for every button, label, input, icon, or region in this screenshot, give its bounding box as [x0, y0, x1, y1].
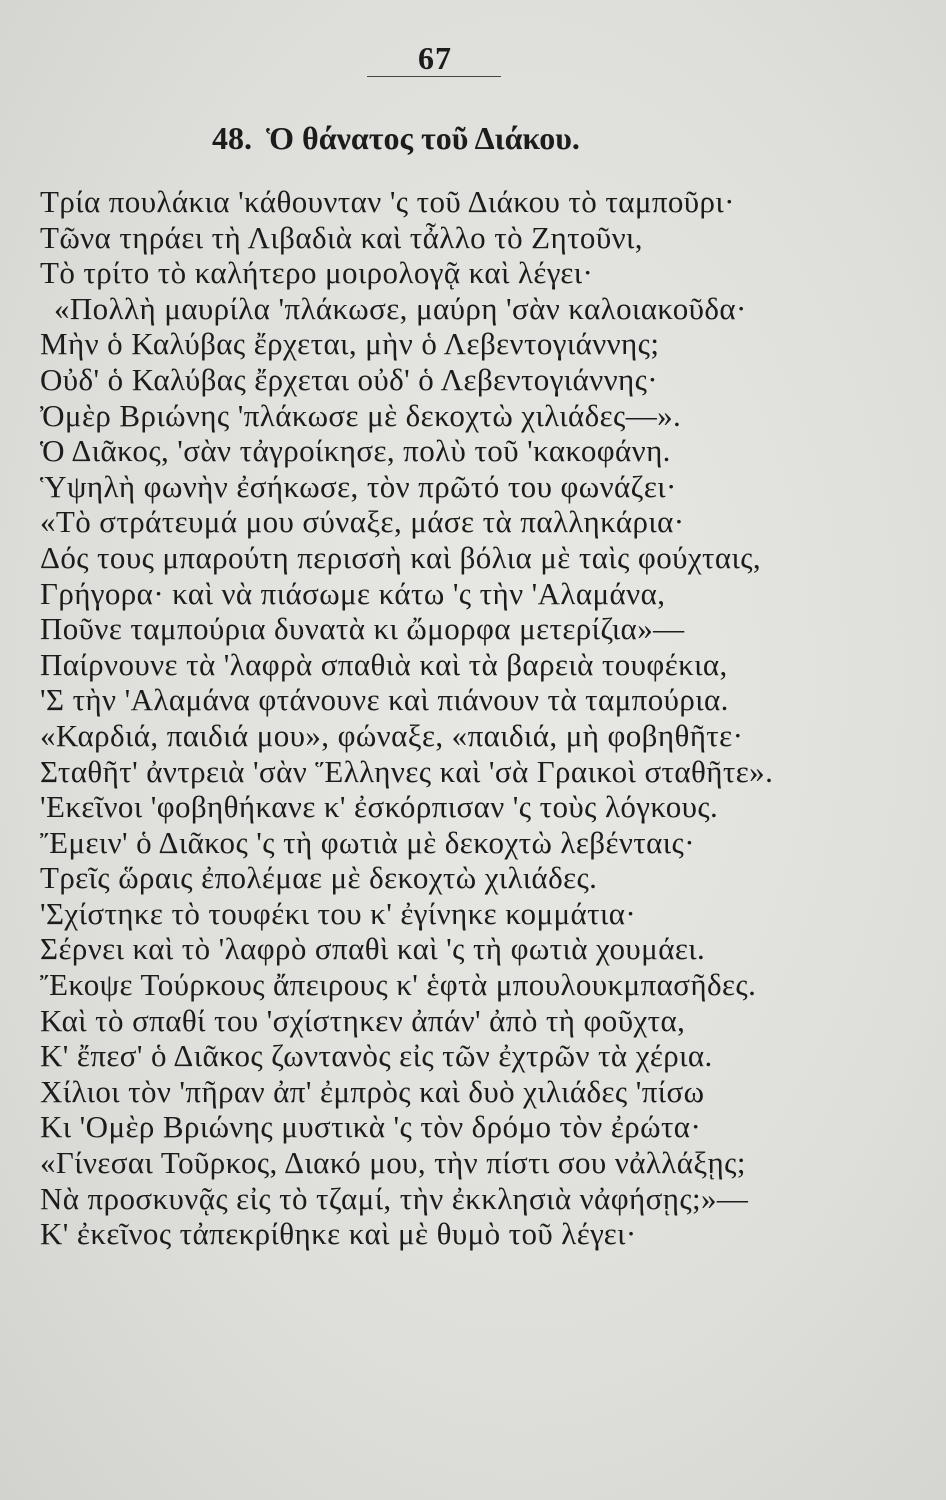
verse-line: Ὀμὲρ Βριώνης 'πλάκωσε μὲ δεκοχτὼ χιλιάδες—». — [40, 397, 682, 433]
page-number: 67 — [418, 40, 452, 76]
verse-line: Οὐδ' ὁ Καλύβας ἔρχεται οὐδ' ὁ Λεβεντογιάννης· — [40, 361, 659, 397]
poem-title: Ὁ θάνατος τοῦ Διάκου. — [266, 120, 580, 156]
verse-line: «Καρδιά, παιδιά μου», φώναξε, «παιδιά, μὴ φοβηθῆτε· — [40, 717, 744, 753]
verse-line: Καὶ τὸ σπαθί του 'σχίστηκεν ἀπάν' ἀπὸ τὴ φοῦχτα, — [40, 1002, 686, 1038]
verse-line: Τῶνα τηράει τὴ Λιβαδιὰ καὶ τἆλλο τὸ Ζητοῦνι, — [40, 219, 643, 255]
header-rule — [367, 76, 501, 77]
verse-line: 'Εκεῖνοι 'φοβηθήκανε κ' ἐσκόρπισαν 'ς τοὺς λόγκους. — [40, 789, 719, 825]
verse-line: 'Σχίστηκε τὸ τουφέκι του κ' ἐγίνηκε κομμάτια· — [40, 895, 637, 931]
verse-line: Νὰ προσκυνᾷς εἰς τὸ τζαμί, τὴν ἐκκλησιὰ νἀφήσῃς;»— — [40, 1180, 749, 1216]
verse-line: Κ' ἐκεῖνος τἀπεκρίθηκε καὶ μὲ θυμὸ τοῦ λέγει· — [40, 1216, 637, 1252]
verse-line: Τὸ τρίτο τὸ καλήτερο μοιρολογᾷ καὶ λέγει· — [40, 255, 594, 291]
verse-line: Σταθῆτ' ἀντρειὰ 'σὰν Ἕλληνες καὶ 'σὰ Γραικοὶ σταθῆτε». — [40, 753, 774, 789]
verse-line: Δός τους μπαρούτη περισσὴ καὶ βόλια μὲ ταὶς φούχταις, — [40, 539, 762, 575]
verse-line: Χίλιοι τὸν 'πῆραν ἀπ' ἐμπρὸς καὶ δυὸ χιλιάδες 'πίσω — [40, 1073, 705, 1109]
verse-line: Ποῦνε ταμπούρια δυνατὰ κι ὤμορφα μετερίζια»— — [40, 611, 685, 647]
verse-line: Παίρνουνε τὰ 'λαφρὰ σπαθιὰ καὶ τὰ βαρειὰ τουφέκια, — [40, 646, 728, 682]
verse-line: Μὴν ὁ Καλύβας ἔρχεται, μὴν ὁ Λεβεντογιάννης; — [40, 326, 660, 362]
verse-line: 'Σ τὴν 'Αλαμάνα φτάνουνε καὶ πιάνουν τὰ ταμπούρια. — [40, 682, 729, 718]
verse-line: Σέρνει καὶ τὸ 'λαφρὸ σπαθὶ καὶ 'ς τὴ φωτιὰ χουμάει. — [40, 931, 706, 967]
verse-line: «Τὸ στράτευμά μου σύναξε, μάσε τὰ παλληκάρια· — [40, 504, 685, 540]
verse-line: Κ' ἔπεσ' ὁ Διᾶκος ζωντανὸς εἰς τῶν ἐχτρῶν τὰ χέρια. — [40, 1038, 713, 1074]
poem-heading — [212, 120, 712, 157]
verse-line: Ὁ Διᾶκος, 'σὰν τἀγροίκησε, πολὺ τοῦ 'κακοφάνη. — [40, 433, 671, 469]
verse-line: Γρήγορα· καὶ νὰ πιάσωμε κάτω 'ς τὴν 'Αλαμάνα, — [40, 575, 666, 611]
verse-line: «Πολλὴ μαυρίλα 'πλάκωσε, μαύρη 'σὰν καλοιακοῦδα· — [54, 290, 747, 326]
poem-number: 48. — [212, 120, 252, 156]
verse-line: Κι 'Ομὲρ Βριώνης μυστικὰ 'ς τὸν δρόμο τὸν ἐρώτα· — [40, 1109, 702, 1145]
verse-line: Ἔκοψε Τούρκους ἄπειρους κ' ἑφτὰ μπουλουκμπασῆδες. — [40, 967, 757, 1003]
poem-verses — [40, 184, 920, 1252]
verse-line: Τρεῖς ὥραις ἐπολέμαε μὲ δεκοχτὼ χιλιάδες. — [40, 860, 598, 896]
verse-line: «Γίνεσαι Τοῦρκος, Διακό μου, τὴν πίστι σου νἀλλάξῃς; — [40, 1145, 746, 1181]
verse-line: Ὑψηλὴ φωνὴν ἐσήκωσε, τὸν πρῶτό του φωνάζει· — [40, 468, 677, 504]
verse-line: Ἔμειν' ὁ Διᾶκος 'ς τὴ φωτιὰ μὲ δεκοχτὼ λεβένταις· — [40, 824, 695, 860]
verse-line: Τρία πουλάκια 'κάθουνταν 'ς τοῦ Διάκου τὸ ταμποῦρι· — [40, 184, 735, 219]
